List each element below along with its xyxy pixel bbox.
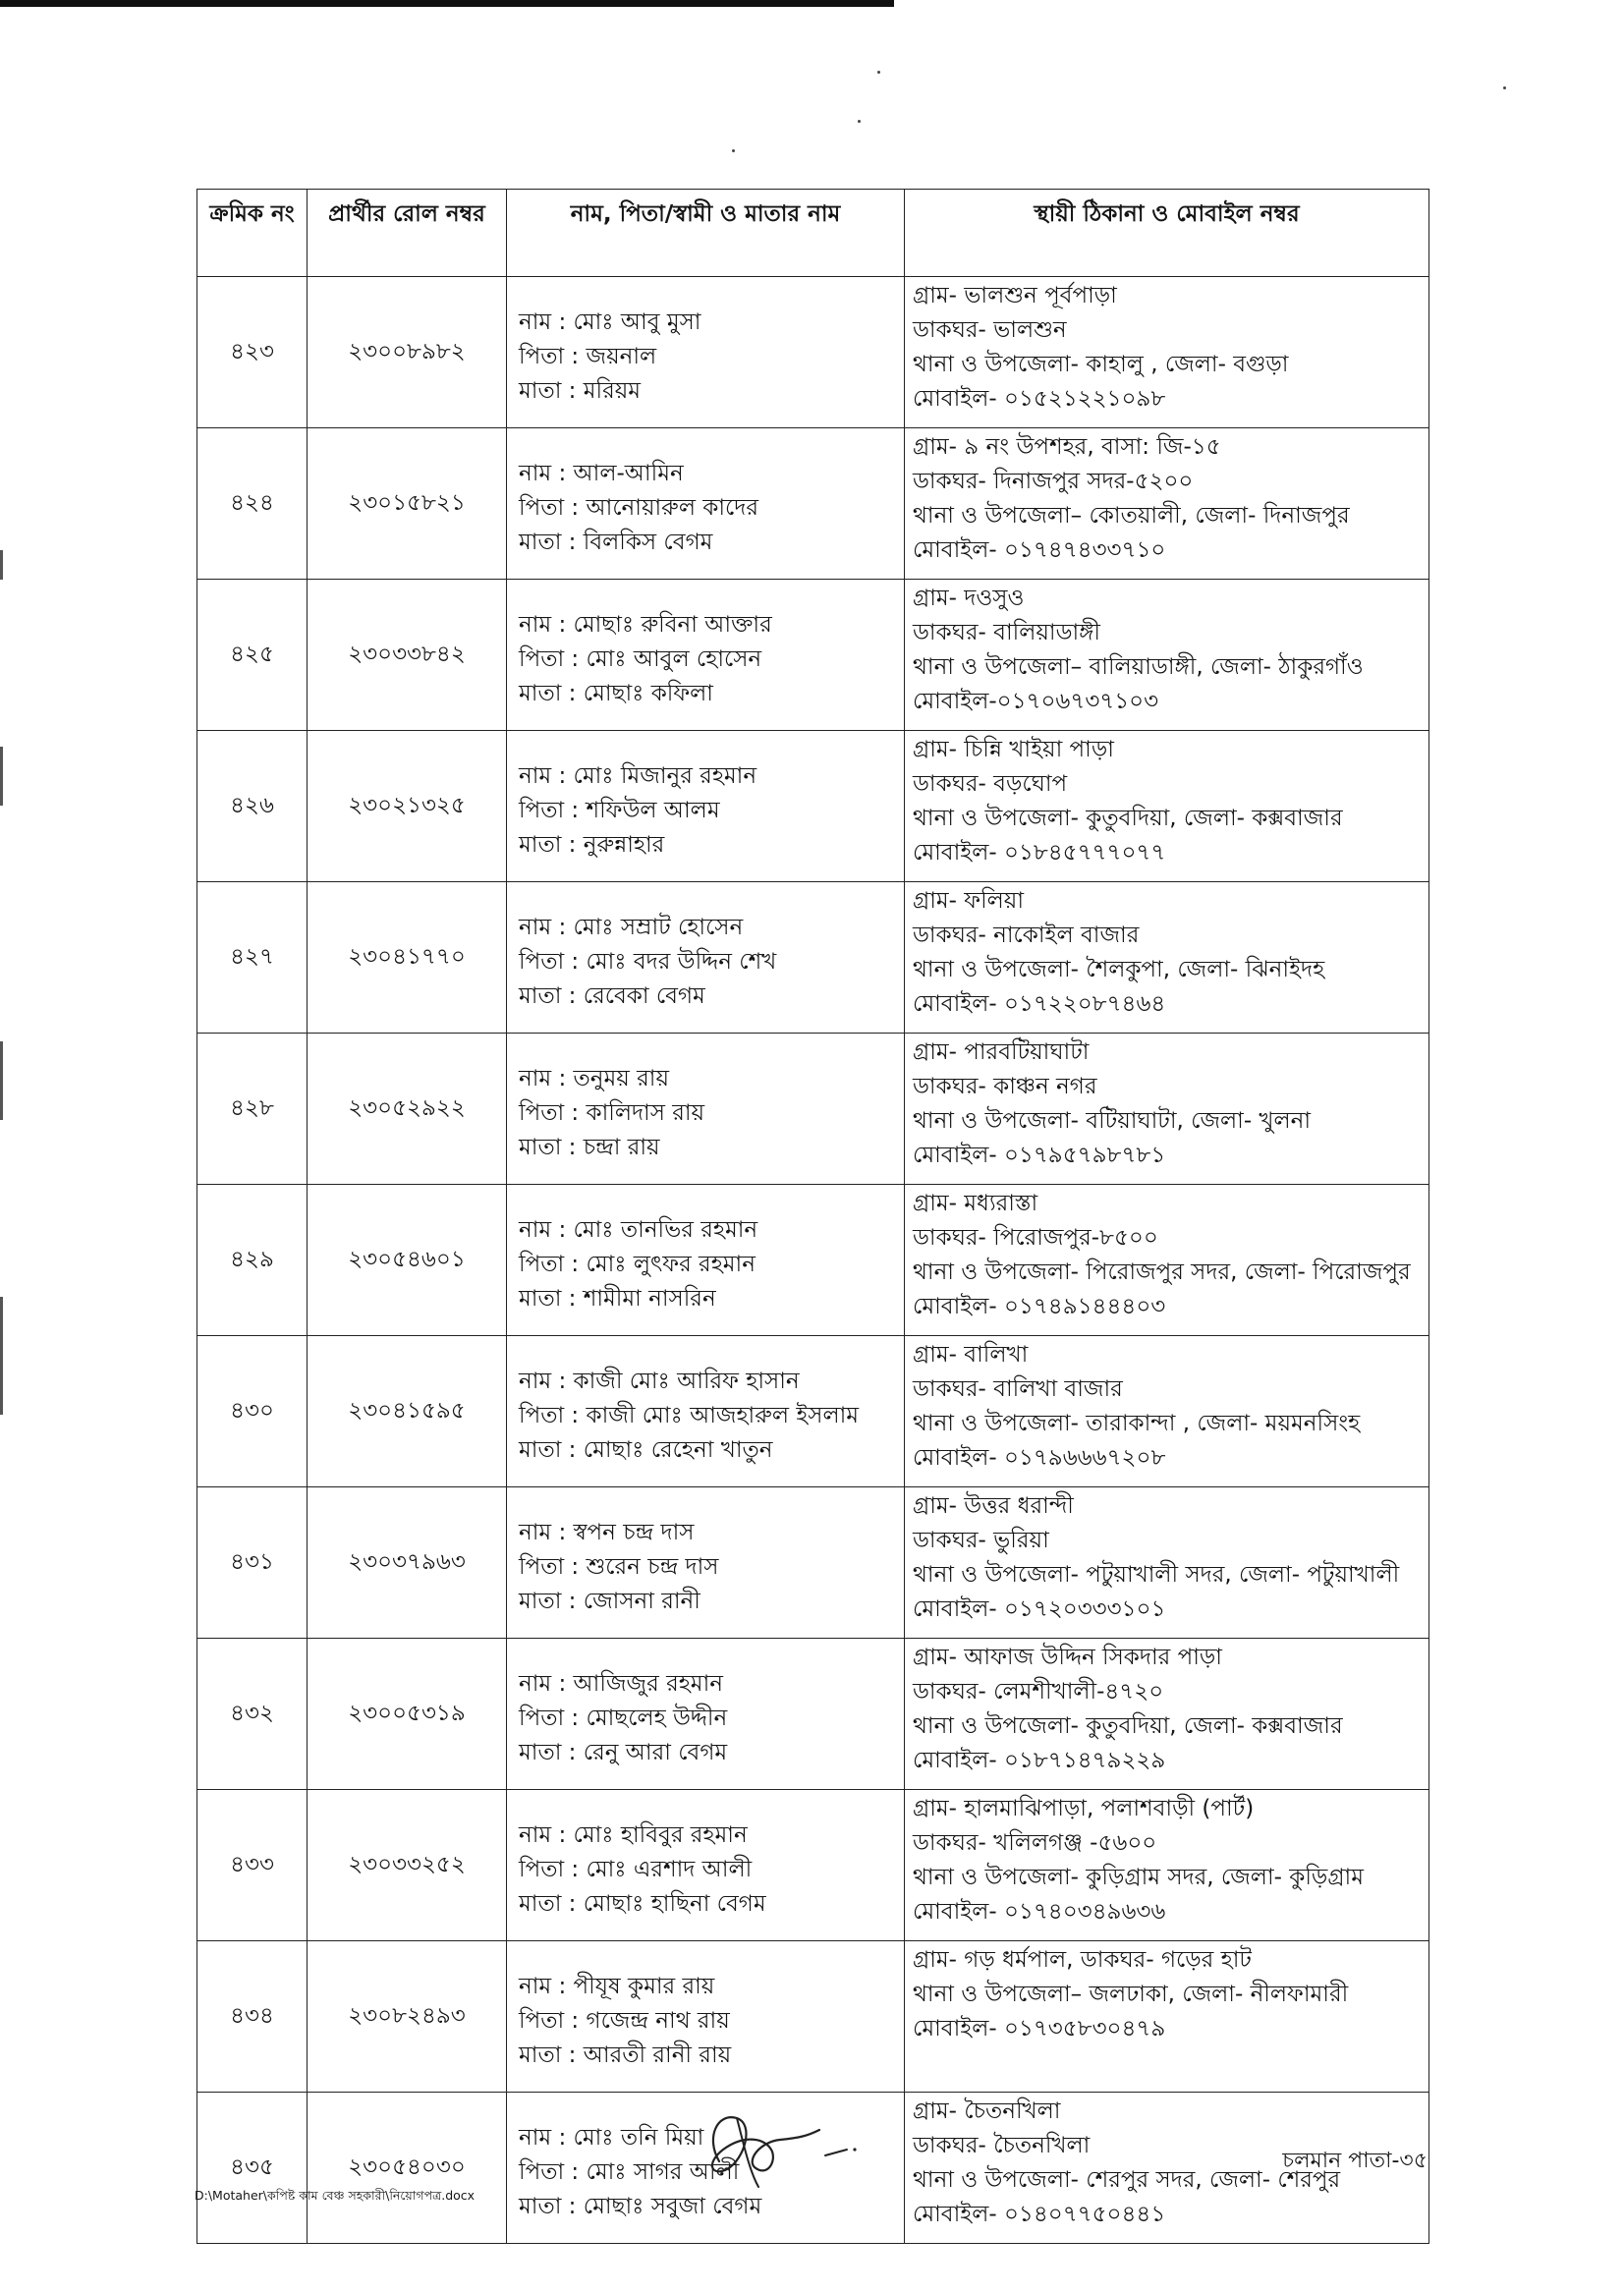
address-line: গ্রাম- মধ্যরাস্তা bbox=[913, 1191, 1038, 1216]
address-line: গ্রাম- চৈতনখিলা bbox=[913, 2098, 1061, 2124]
roll-number-cell: ২৩০৫২৯২২ bbox=[308, 1034, 507, 1185]
roll-number-cell: ২৩০৩৩২৫২ bbox=[308, 1790, 507, 1941]
names-cell bbox=[507, 1639, 905, 1790]
roll-number-cell: ২৩০৩৭৯৬৩ bbox=[308, 1487, 507, 1639]
names-header: নাম, পিতা/স্বামী ও মাতার নাম bbox=[507, 190, 905, 277]
mother-name: মাতা : শামীমা নাসরিন bbox=[519, 1286, 716, 1312]
scan-edge-mark bbox=[0, 1041, 3, 1120]
address-line: মোবাইল- ০১৪০৭৭৫০৪৪১ bbox=[913, 2202, 1166, 2227]
address-line: গ্রাম- ভালশুন পূর্বপাড়া bbox=[913, 283, 1117, 308]
address-line: মোবাইল- ০১৮৪৫৭৭৭০৭৭ bbox=[913, 840, 1166, 866]
serial-cell: ৪২৭ bbox=[197, 882, 308, 1034]
address-cell bbox=[905, 882, 1429, 1034]
serial-cell: ৪২৮ bbox=[197, 1034, 308, 1185]
mother-name: মাতা : মোছাঃ সবুজা বেগম bbox=[519, 2194, 762, 2219]
address-line: গ্রাম- হালমাঝিপাড়া, পলাশবাড়ী (পার্ট) bbox=[913, 1796, 1255, 1821]
address-line: ডাকঘর- ভুরিয়া bbox=[913, 1528, 1049, 1553]
father-name: পিতা : মোঃ এরশাদ আলী bbox=[519, 1857, 753, 1882]
address-header: স্থায়ী ঠিকানা ও মোবাইল নম্বর bbox=[905, 190, 1429, 277]
address-line: ডাকঘর- খলিলগঞ্জ -৫৬০০ bbox=[913, 1830, 1157, 1856]
address-line: থানা ও উপজেলা- কুতুবদিয়া, জেলা- কক্সবাজার bbox=[913, 806, 1343, 831]
address-line: থানা ও উপজেলা- শৈলকুপা, জেলা- ঝিনাইদহ bbox=[913, 957, 1325, 982]
address-line: ডাকঘর- দিনাজপুর সদর-৫২০০ bbox=[913, 469, 1194, 494]
address-line: গ্রাম- আফাজ উদ্দিন সিকদার পাড়া bbox=[913, 1645, 1222, 1670]
names-cell bbox=[507, 1336, 905, 1487]
address-line: গ্রাম- বালিখা bbox=[913, 1342, 1029, 1368]
address-cell bbox=[905, 1639, 1429, 1790]
father-name: পিতা : মোঃ লুৎফর রহমান bbox=[519, 1252, 756, 1277]
address-line: গ্রাম- ৯ নং উপশহর, বাসা: জি-১৫ bbox=[913, 434, 1221, 460]
names-cell bbox=[507, 428, 905, 580]
address-line: ডাকঘর- ভালশুন bbox=[913, 317, 1067, 343]
roll-number-cell: ২৩০৪১৫৯৫ bbox=[308, 1336, 507, 1487]
table-row bbox=[197, 277, 1429, 428]
table-row bbox=[197, 882, 1429, 1034]
mother-name: মাতা : আরতী রানী রায় bbox=[519, 2042, 732, 2068]
address-cell bbox=[905, 1185, 1429, 1336]
candidate-name: নাম : মোঃ তানভির রহমান bbox=[519, 1217, 758, 1243]
address-line: গ্রাম- ফলিয়া bbox=[913, 888, 1025, 914]
address-line: থানা ও উপজেলা- বটিয়াঘাটা, জেলা- খুলনা bbox=[913, 1108, 1312, 1134]
address-line: ডাকঘর- বড়ঘোপ bbox=[913, 771, 1068, 797]
scan-speck bbox=[732, 149, 735, 152]
father-name: পিতা : কাজী মোঃ আজহারুল ইসলাম bbox=[519, 1403, 860, 1428]
address-line: থানা ও উপজেলা- কুড়িগ্রাম সদর, জেলা- কুড়িগ্রাম bbox=[913, 1865, 1364, 1890]
mother-name: মাতা : বিলকিস বেগম bbox=[519, 530, 713, 555]
roll-number-cell: ২৩০৫৪৬০১ bbox=[308, 1185, 507, 1336]
address-cell bbox=[905, 1790, 1429, 1941]
serial-cell: ৪২৬ bbox=[197, 731, 308, 882]
roll-number-cell: ২৩০২১৩২৫ bbox=[308, 731, 507, 882]
candidate-name: নাম : মোঃ আবু মুসা bbox=[519, 309, 701, 335]
candidate-name: নাম : পীযূষ কুমার রায় bbox=[519, 1974, 715, 1999]
roll-number-cell: ২৩০৪১৭৭০ bbox=[308, 882, 507, 1034]
candidate-table bbox=[196, 189, 1429, 2244]
serial-cell: ৪২৩ bbox=[197, 277, 308, 428]
serial-cell: ৪৩৫ bbox=[197, 2093, 308, 2244]
address-cell bbox=[905, 277, 1429, 428]
address-line: গ্রাম- চিন্নি খাইয়া পাড়া bbox=[913, 737, 1114, 762]
address-line: থানা ও উপজেলা- শেরপুর সদর, জেলা- শেরপুর bbox=[913, 2167, 1341, 2193]
address-line: থানা ও উপজেলা– কোতয়ালী, জেলা- দিনাজপুর bbox=[913, 503, 1350, 529]
address-line: মোবাইল- ০১৮৭১৪৭৯২২৯ bbox=[913, 1748, 1166, 1773]
scan-top-bar bbox=[0, 0, 894, 7]
roll-number-cell: ২৩০১৫৮২১ bbox=[308, 428, 507, 580]
serial-header: ক্রমিক নং bbox=[197, 190, 308, 277]
address-line: মোবাইল- ০১৭৪৭৪৩৩৭১০ bbox=[913, 537, 1166, 563]
candidate-name: নাম : মোঃ তনি মিয়া bbox=[519, 2125, 704, 2151]
address-line: ডাকঘর- লেমশীখালী-৪৭২০ bbox=[913, 1679, 1164, 1705]
scan-speck bbox=[1503, 86, 1506, 89]
father-name: পিতা : আনোয়ারুল কাদের bbox=[519, 495, 759, 521]
roll-number-cell: ২৩০০৮৯৮২ bbox=[308, 277, 507, 428]
table-row bbox=[197, 1336, 1429, 1487]
serial-cell: ৪৩১ bbox=[197, 1487, 308, 1639]
father-name: পিতা : মোঃ আবুল হোসেন bbox=[519, 646, 762, 672]
address-line: থানা ও উপজেলা– জলঢাকা, জেলা- নীলফামারী bbox=[913, 1982, 1349, 2007]
mother-name: মাতা : রেনু আরা বেগম bbox=[519, 1740, 728, 1765]
address-cell bbox=[905, 580, 1429, 731]
mother-name: মাতা : রেবেকা বেগম bbox=[519, 983, 705, 1009]
table-row bbox=[197, 1790, 1429, 1941]
table-body bbox=[197, 277, 1429, 2244]
address-line: মোবাইল- ০১৭৪০৩৪৯৬৩৬ bbox=[913, 1899, 1166, 1925]
address-line: গ্রাম- পারবটিয়াঘাটা bbox=[913, 1039, 1090, 1065]
address-line: মোবাইল- ০১৭২২০৮৭৪৬৪ bbox=[913, 991, 1166, 1017]
roll-header: প্রার্থীর রোল নম্বর bbox=[308, 190, 507, 277]
document-file-path: D:\Motaher\কপিষ্ট কাম বেঞ্চ সহকারী\নিয়োগপত্র.docx bbox=[195, 2188, 476, 2203]
serial-cell: ৪৩৩ bbox=[197, 1790, 308, 1941]
names-cell bbox=[507, 1034, 905, 1185]
father-name: পিতা : মোঃ সাগর আলী bbox=[519, 2159, 740, 2185]
candidate-name: নাম : মোছাঃ রুবিনা আক্তার bbox=[519, 612, 772, 638]
address-line: ডাকঘর- চৈতনখিলা bbox=[913, 2133, 1091, 2158]
address-line: মোবাইল- ০১৭৯৬৬৬৭২০৮ bbox=[913, 1445, 1166, 1471]
serial-cell: ৪৩০ bbox=[197, 1336, 308, 1487]
address-line: মোবাইল- ০১৭৯৫৭৯৮৭৮১ bbox=[913, 1143, 1166, 1168]
table-row bbox=[197, 428, 1429, 580]
candidate-name: নাম : মোঃ মিজানুর রহমান bbox=[519, 763, 757, 789]
mother-name: মাতা : চন্দ্রা রায় bbox=[519, 1135, 660, 1160]
serial-cell: ৪৩৪ bbox=[197, 1941, 308, 2093]
father-name: পিতা : জয়নাল bbox=[519, 344, 657, 369]
address-line: গ্রাম- গড় ধর্মপাল, ডাকঘর- গড়ের হাট bbox=[913, 1947, 1252, 1973]
address-line: থানা ও উপজেলা- কাহালু , জেলা- বগুড়া bbox=[913, 352, 1289, 377]
table-row bbox=[197, 1034, 1429, 1185]
address-line: মোবাইল- ০১৭২০৩৩৩১০১ bbox=[913, 1596, 1166, 1622]
address-cell bbox=[905, 1941, 1429, 2093]
names-cell bbox=[507, 1185, 905, 1336]
page-continuation-label: চলমান পাতা-৩৫ bbox=[1282, 2149, 1428, 2173]
candidate-name: নাম : স্বপন চন্দ্র দাস bbox=[519, 1520, 695, 1545]
candidate-name: নাম : কাজী মোঃ আরিফ হাসান bbox=[519, 1369, 800, 1394]
signature-icon bbox=[698, 2100, 865, 2199]
address-cell bbox=[905, 1034, 1429, 1185]
father-name: পিতা : শফিউল আলম bbox=[519, 798, 720, 823]
scan-edge-mark bbox=[0, 747, 3, 806]
father-name: পিতা : মোছলেহ উদ্দীন bbox=[519, 1706, 728, 1731]
candidate-name: নাম : তনুময় রায় bbox=[519, 1066, 670, 1091]
table-row bbox=[197, 580, 1429, 731]
names-cell bbox=[507, 1790, 905, 1941]
candidate-name: নাম : মোঃ হাবিবুর রহমান bbox=[519, 1822, 748, 1848]
address-line: মোবাইল- ০১৭৪৯১৪৪৪০৩ bbox=[913, 1294, 1166, 1319]
address-cell bbox=[905, 1336, 1429, 1487]
serial-cell: ৪২৪ bbox=[197, 428, 308, 580]
serial-cell: ৪৩২ bbox=[197, 1639, 308, 1790]
names-cell bbox=[507, 580, 905, 731]
names-cell bbox=[507, 277, 905, 428]
father-name: পিতা : কালিদাস রায় bbox=[519, 1100, 705, 1126]
address-line: থানা ও উপজেলা- কুতুবদিয়া, জেলা- কক্সবাজার bbox=[913, 1713, 1343, 1739]
roll-number-cell: ২৩০০৫৩১৯ bbox=[308, 1639, 507, 1790]
mother-name: মাতা : মোছাঃ কফিলা bbox=[519, 681, 713, 706]
address-cell bbox=[905, 1487, 1429, 1639]
father-name: পিতা : মোঃ বদর উদ্দিন শেখ bbox=[519, 949, 777, 975]
table-row bbox=[197, 1487, 1429, 1639]
table-row bbox=[197, 1185, 1429, 1336]
serial-cell: ৪২৯ bbox=[197, 1185, 308, 1336]
address-line: ডাকঘর- বালিয়াডাঙ্গী bbox=[913, 620, 1100, 645]
roll-number-cell: ২৩০৫৪০৩০ bbox=[308, 2093, 507, 2244]
names-cell bbox=[507, 1941, 905, 2093]
address-line: ডাকঘর- পিরোজপুর-৮৫০০ bbox=[913, 1225, 1158, 1251]
scan-speck bbox=[877, 71, 880, 74]
address-cell bbox=[905, 731, 1429, 882]
mother-name: মাতা : মোছাঃ রেহেনা খাতুন bbox=[519, 1437, 773, 1463]
mother-name: মাতা : মরিয়ম bbox=[519, 378, 642, 404]
address-line: থানা ও উপজেলা- পটুয়াখালী সদর, জেলা- পটুয়াখালী bbox=[913, 1562, 1400, 1588]
scan-edge-mark bbox=[0, 1297, 3, 1415]
address-line: গ্রাম- দওসুও bbox=[913, 586, 1025, 611]
father-name: পিতা : গজেন্দ্র নাথ রায় bbox=[519, 2008, 730, 2034]
mother-name: মাতা : নুরুন্নাহার bbox=[519, 832, 665, 858]
candidate-name: নাম : আজিজুর রহমান bbox=[519, 1671, 723, 1697]
table-row bbox=[197, 1639, 1429, 1790]
father-name: পিতা : শুরেন চন্দ্র দাস bbox=[519, 1554, 719, 1580]
address-line: মোবাইল-০১৭০৬৭৩৭১০৩ bbox=[913, 689, 1159, 714]
roll-number-cell: ২৩০৩৩৮৪২ bbox=[308, 580, 507, 731]
candidate-name: নাম : আল-আমিন bbox=[519, 461, 684, 486]
address-cell bbox=[905, 428, 1429, 580]
address-line: ডাকঘর- বালিখা বাজার bbox=[913, 1376, 1123, 1402]
address-line: মোবাইল- ০১৫২১২২১০৯৮ bbox=[913, 386, 1166, 412]
scan-speck bbox=[858, 120, 861, 123]
table-header-row bbox=[197, 190, 1429, 277]
roll-number-cell: ২৩০৮২৪৯৩ bbox=[308, 1941, 507, 2093]
scan-edge-mark bbox=[0, 550, 3, 580]
mother-name: মাতা : জোসনা রানী bbox=[519, 1589, 700, 1614]
table-row bbox=[197, 731, 1429, 882]
address-line: থানা ও উপজেলা- তারাকান্দা , জেলা- ময়মনসিংহ bbox=[913, 1411, 1361, 1436]
address-line: ডাকঘর- কাঞ্চন নগর bbox=[913, 1074, 1097, 1099]
address-line: ডাকঘর- নাকোইল বাজার bbox=[913, 923, 1140, 948]
address-line: থানা ও উপজেলা- পিরোজপুর সদর, জেলা- পিরোজপুর bbox=[913, 1259, 1411, 1285]
candidate-name: নাম : মোঃ সম্রাট হোসেন bbox=[519, 915, 744, 940]
mother-name: মাতা : মোছাঃ হাছিনা বেগম bbox=[519, 1891, 766, 1917]
address-line: গ্রাম- উত্তর ধরান্দী bbox=[913, 1493, 1074, 1519]
serial-cell: ৪২৫ bbox=[197, 580, 308, 731]
names-cell bbox=[507, 731, 905, 882]
names-cell bbox=[507, 882, 905, 1034]
names-cell bbox=[507, 1487, 905, 1639]
table-row bbox=[197, 1941, 1429, 2093]
address-line: থানা ও উপজেলা– বালিয়াডাঙ্গী, জেলা- ঠাকুরগাঁও bbox=[913, 654, 1364, 680]
address-line: মোবাইল- ০১৭৩৫৮৩০৪৭৯ bbox=[913, 2016, 1166, 2041]
